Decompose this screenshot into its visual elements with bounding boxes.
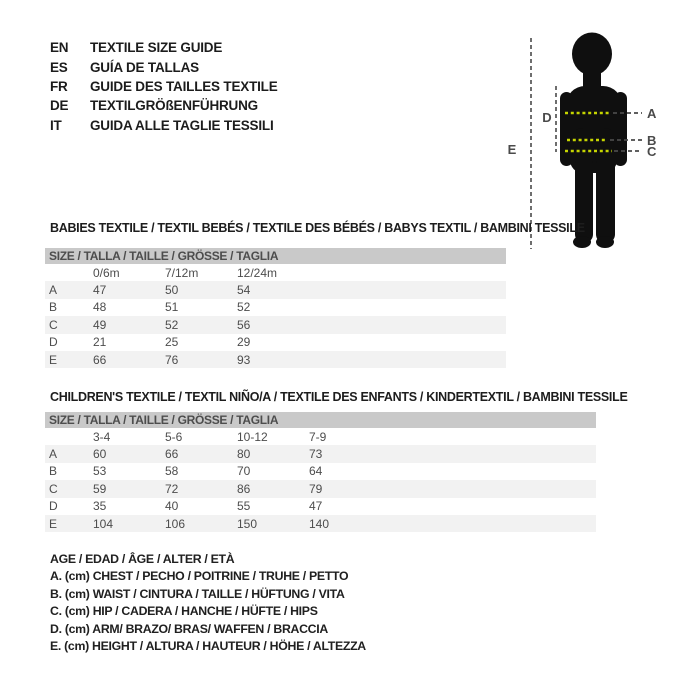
legend-age-line: AGE / EDAD / ÂGE / ALTER / ETÀ [50,551,235,566]
table-cell: 86 [237,481,251,496]
table-cell: 70 [237,464,251,479]
table-row [45,316,506,333]
column-header: 0/6m [93,265,120,280]
table-header: SIZE / TALLA / TAILLE / GRÖSSE / TAGLIA [45,248,506,264]
language-code: DE [50,98,69,114]
language-code: FR [50,78,68,94]
column-header: 12/24m [237,265,278,280]
row-label: C [49,481,58,496]
language-row [50,77,278,96]
language-title: GUÍA DE TALLAS [90,59,199,75]
table-cell: 104 [93,516,114,531]
table-cell: 66 [165,447,179,462]
row-label: B [49,300,58,315]
table-cell: 54 [237,283,251,298]
table-cell: 76 [165,352,179,367]
table-cell: 79 [309,481,323,496]
table-row [45,334,506,351]
language-title: TEXTILE SIZE GUIDE [90,40,223,56]
table-row [45,463,596,480]
table-cell: 47 [309,499,323,514]
language-title: GUIDE DES TAILLES TEXTILE [90,78,278,94]
language-title: GUIDA ALLE TAGLIE TESSILI [90,117,274,133]
language-row [50,116,278,135]
measure-label-b: B [647,133,657,148]
measure-label-c: C [647,144,657,159]
legend-item: C. (cm) HIP / CADERA / HANCHE / HÜFTE / HIPS [50,604,318,619]
table-row [45,515,596,532]
table-row [45,299,506,316]
table-cell: 150 [237,516,258,531]
row-label: D [49,499,58,514]
table-row [45,480,596,497]
language-code: IT [50,117,62,133]
table-cell: 80 [237,447,251,462]
column-header: 7/12m [165,265,199,280]
children-section-title: CHILDREN'S TEXTILE / TEXTIL NIÑO/A / TEXTILE DES ENFANTS / KINDERTEXTIL / BAMBINI TESSILE [50,390,628,404]
column-header: 7-9 [309,429,327,444]
measure-label-d: D [542,110,552,125]
table-cell: 55 [237,499,251,514]
table-row [45,498,596,515]
language-title: TEXTILGRÖßENFÜHRUNG [90,98,258,114]
language-code: EN [50,40,69,56]
table-column-row [45,428,596,445]
language-title-list [50,38,278,135]
table-cell: 49 [93,317,107,332]
column-header: 5-6 [165,429,183,444]
measure-label-a: A [647,106,657,121]
legend-item: D. (cm) ARM/ BRAZO/ BRAS/ WAFFEN / BRACCIA [50,621,328,636]
table-cell: 50 [165,283,179,298]
table-cell: 140 [309,516,330,531]
table-row [45,351,506,368]
table-cell: 66 [93,352,107,367]
table-cell: 93 [237,352,251,367]
measure-label-e: E [507,142,517,157]
table-header: SIZE / TALLA / TAILLE / GRÖSSE / TAGLIA [45,412,596,428]
table-cell: 21 [93,335,107,350]
language-code: ES [50,59,68,75]
legend-item: E. (cm) HEIGHT / ALTURA / HAUTEUR / HÖHE / ALTEZZA [50,639,366,654]
size-figure [490,20,700,255]
row-label: E [49,516,58,531]
table-cell: 25 [165,335,179,350]
table-cell: 51 [165,300,179,315]
table-cell: 35 [93,499,107,514]
legend-item: A. (cm) CHEST / PECHO / POITRINE / TRUHE / PETTO [50,569,349,584]
table-cell: 52 [165,317,179,332]
legend-item: B. (cm) WAIST / CINTURA / TAILLE / HÜFTUNG / VITA [50,586,345,601]
measurement-legend [50,550,366,655]
table-cell: 72 [165,481,179,496]
babies-section-title: BABIES TEXTILE / TEXTIL BEBÉS / TEXTILE DES BÉBÉS / BABYS TEXTIL / BAMBINI TESSILE [50,221,585,235]
table-cell: 53 [93,464,107,479]
row-label: A [49,283,58,298]
column-header: 3-4 [93,429,111,444]
table-cell: 106 [165,516,186,531]
children-size-table [45,412,596,532]
language-row [50,38,278,57]
table-cell: 59 [93,481,107,496]
table-cell: 56 [237,317,251,332]
language-row [50,57,278,76]
babies-size-table [45,248,506,368]
row-label: B [49,464,58,479]
table-cell: 58 [165,464,179,479]
table-cell: 29 [237,335,251,350]
table-column-row [45,264,506,281]
table-row [45,445,596,462]
table-cell: 52 [237,300,251,315]
language-row [50,96,278,115]
table-cell: 73 [309,447,323,462]
child-silhouette [560,33,627,249]
row-label: E [49,352,58,367]
column-header: 10-12 [237,429,268,444]
row-label: D [49,335,58,350]
row-label: A [49,447,58,462]
table-cell: 47 [93,283,107,298]
row-label: C [49,317,58,332]
table-cell: 60 [93,447,107,462]
table-cell: 40 [165,499,179,514]
table-cell: 64 [309,464,323,479]
table-cell: 48 [93,300,107,315]
table-row [45,281,506,298]
